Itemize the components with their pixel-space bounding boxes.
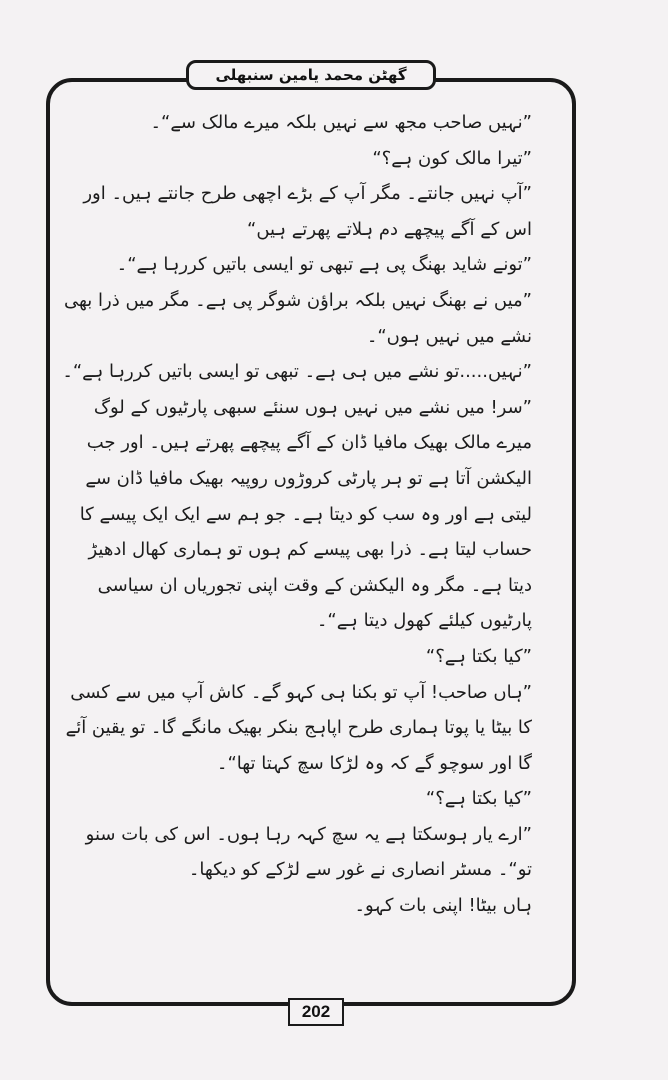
running-header bbox=[186, 60, 436, 90]
paragraph: ”نہیں صاحب مجھ سے نہیں بلکہ میرے مالک سے“۔ bbox=[150, 112, 532, 133]
header-author-title: گھٹن محمد یامین سنبھلی bbox=[215, 66, 407, 84]
paragraph: ”ارے یار ہوسکتا ہے یہ سچ کہہ رہا ہوں۔ اس کی بات سنو تو“۔ مسٹر انصاری نے غور سے لڑکے کو دیکھا۔ bbox=[85, 823, 532, 881]
paragraph: ”سر! میں نشے میں نہیں ہوں سنئے سبھی پارٹیوں کے لوگ میرے مالک بھیک مافیا ڈان کے آگے پیچھے پھرتے ہیں۔ اور جب الیکشن آتا ہے تو ہر پارٹی کروڑوں روپیہ بھیک مافیا ڈان سے لیتی ہے اور وہ سب کو دیتا ہے۔ جو ہم سے ایک ایک پیسے کا حساب لیتا ہے۔ ذرا بھی پیسے کم ہوں تو ہماری کھال ادھیڑ دیتا ہے۔ مگر وہ الیکشن کے وقت اپنی تجوریاں ان سیاسی پارٹیوں کیلئے کھول دیتا ہے“۔ bbox=[79, 396, 532, 632]
paragraph: ”تونے شاید بھنگ پی ہے تبھی تو ایسی باتیں کررہا ہے“۔ bbox=[116, 254, 532, 276]
paragraph: ”میں نے بھنگ نہیں بلکہ براؤن شوگر پی ہے۔ مگر میں ذرا بھی نشے میں نہیں ہوں“۔ bbox=[63, 289, 532, 347]
paragraph: ”ہاں صاحب! آپ تو بکنا ہی کہو گے۔ کاش آپ میں سے کسی کا بیٹا یا پوتا ہماری طرح اپاہج بنکر بھیک مانگے گا۔ تو یقین آئے گا اور سوچو گے کہ وہ لڑکا سچ کہتا تھا“۔ bbox=[65, 681, 532, 774]
paragraph: ”نہیں.....تو نشے میں ہی ہے۔ تبھی تو ایسی باتیں کررہا ہے“۔ bbox=[62, 361, 532, 383]
paragraph: ”تیرا مالک کون ہے؟“ bbox=[372, 147, 532, 169]
paragraph: ”کیا بکتا ہے؟“ bbox=[425, 645, 532, 667]
page-number: 202 bbox=[288, 998, 344, 1026]
page-body-text bbox=[62, 105, 562, 924]
paragraph: ”کیا بکتا ہے؟“ bbox=[425, 788, 532, 810]
paragraph: ”آپ نہیں جانتے۔ مگر آپ کے بڑے اچھی طرح جانتے ہیں۔ اور اس کے آگے پیچھے دم ہلاتے پھرتے ہیں“ bbox=[83, 183, 532, 240]
paragraph: ہاں بیٹا! اپنی بات کہو۔ bbox=[354, 895, 532, 917]
